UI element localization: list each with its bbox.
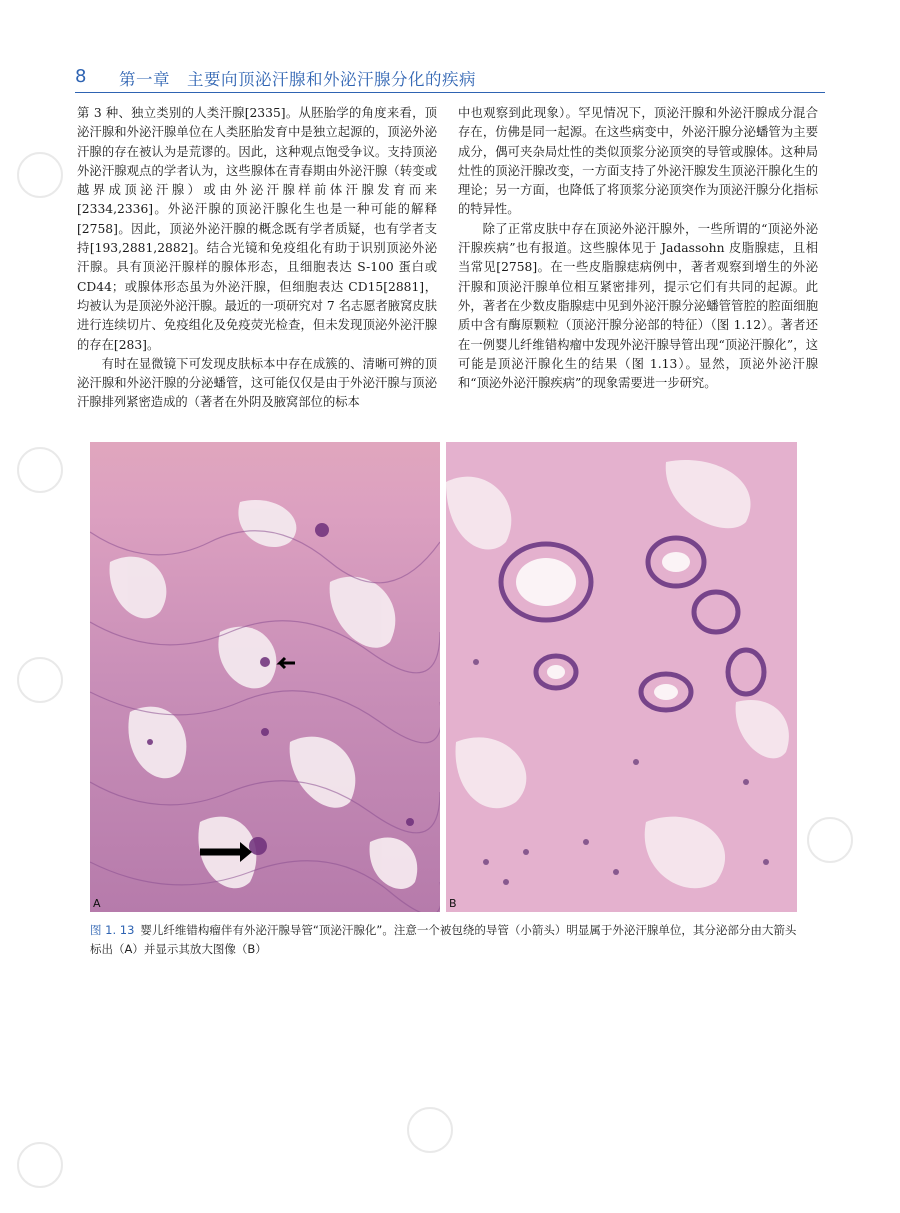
- left-text-column: [77, 104, 437, 413]
- paragraph: 有时在显微镜下可发现皮肤标本中存在成簇的、清晰可辨的顶泌汗腺和外泌汗腺的分泌蟠管，这可能仅仅是由于外泌汗腺与顶泌汗腺排列紧密造成的（著者在外阴及腋窝部位的标本: [77, 356, 437, 410]
- paragraph: 中也观察到此现象）。罕见情况下，顶泌汗腺和外泌汗腺成分混合存在，仿佛是同一起源。在这些病变中，外泌汗腺分泌蟠管为主要成分，偶可夹杂局灶性的类似顶浆分泌顶突的导管或腺体。这种局灶性的顶泌汗腺改变，一方面支持了外泌汗腺发生顶泌汗腺化生的理论；另一方面，也降低了将顶浆分泌顶突作为顶泌汗腺分化指标的特异性。: [458, 106, 818, 217]
- page-number: 8: [75, 66, 87, 87]
- chapter-title: 第一章 主要向顶泌汗腺和外泌汗腺分化的疾病: [119, 70, 476, 89]
- histology-panel-a: [90, 442, 440, 912]
- histology-image-low-power: [90, 442, 440, 912]
- caption-text: 婴儿纤维错构瘤伴有外泌汗腺导管“顶泌汗腺化”。注意一个被包绕的导管（小箭头）明显属于外泌汗腺单位，其分泌部分由大箭头标出（A）并显示其放大图像（B）: [90, 923, 797, 956]
- panel-label-a: A: [93, 897, 101, 910]
- page-header: [75, 62, 825, 93]
- panel-label-b: B: [449, 897, 457, 910]
- right-text-column: [458, 104, 818, 393]
- caption-label: 图 1. 13: [90, 923, 135, 937]
- figure-1-13: [90, 442, 797, 912]
- figure-caption: [90, 921, 802, 958]
- histology-image-high-power: [446, 442, 797, 912]
- paragraph: 第 3 种、独立类别的人类汗腺[2335]。从胚胎学的角度来看，顶泌汗腺和外泌汗腺单位在人类胚胎发育中是独立起源的，顶泌外泌汗腺的存在被认为是荒谬的。因此，这种观点饱受争议。支持顶泌外泌汗腺观点的学者认为，这些腺体在青春期由外泌汗腺（转变或越界成顶泌汗腺）或由外泌汗腺样前体汗腺发育而来[2334,2336]。外泌汗腺的顶泌汗腺化生也是一种可能的解释[2758]。因此，顶泌外泌汗腺的概念既有学者质疑，也有学者支持[193,2881,2882]。结合光镜和免疫组化有助于识别顶泌外泌汗腺。具有顶泌汗腺样的腺体形态，且细胞表达 S-100 蛋白或 CD44；或腺体形态虽为外泌汗腺，但细胞表达 CD15[2881]，均被认为是顶泌外泌汗腺。最近的一项研究对 7 名志愿者腋窝皮肤进行连续切片、免疫组化及免疫荧光检查，但未发现顶泌外泌汗腺的存在[283]。: [77, 106, 437, 352]
- histology-panel-b: [446, 442, 797, 912]
- paragraph: 除了正常皮肤中存在顶泌外泌汗腺外，一些所谓的“顶泌外泌汗腺疾病”也有报道。这些腺体见于 Jadassohn 皮脂腺痣，且相当常见[2758]。在一些皮脂腺痣病例中，著者观察到增生的外泌汗腺和顶泌汗腺单位相互紧密排列，提示它们有共同的起源。此外，著者在少数皮脂腺痣中见到外泌汗腺分泌蟠管管腔的腔面细胞质中含有酶原颗粒（顶泌汗腺分泌部的特征）（图 1.12）。著者还在一例婴儿纤维错构瘤中发现外泌汗腺导管出现“顶泌汗腺化”，这可能是顶泌汗腺化生的结果（图 1.13）。显然，顶泌外泌汗腺和“顶泌外泌汗腺疾病”的现象需要进一步研究。: [458, 221, 818, 391]
